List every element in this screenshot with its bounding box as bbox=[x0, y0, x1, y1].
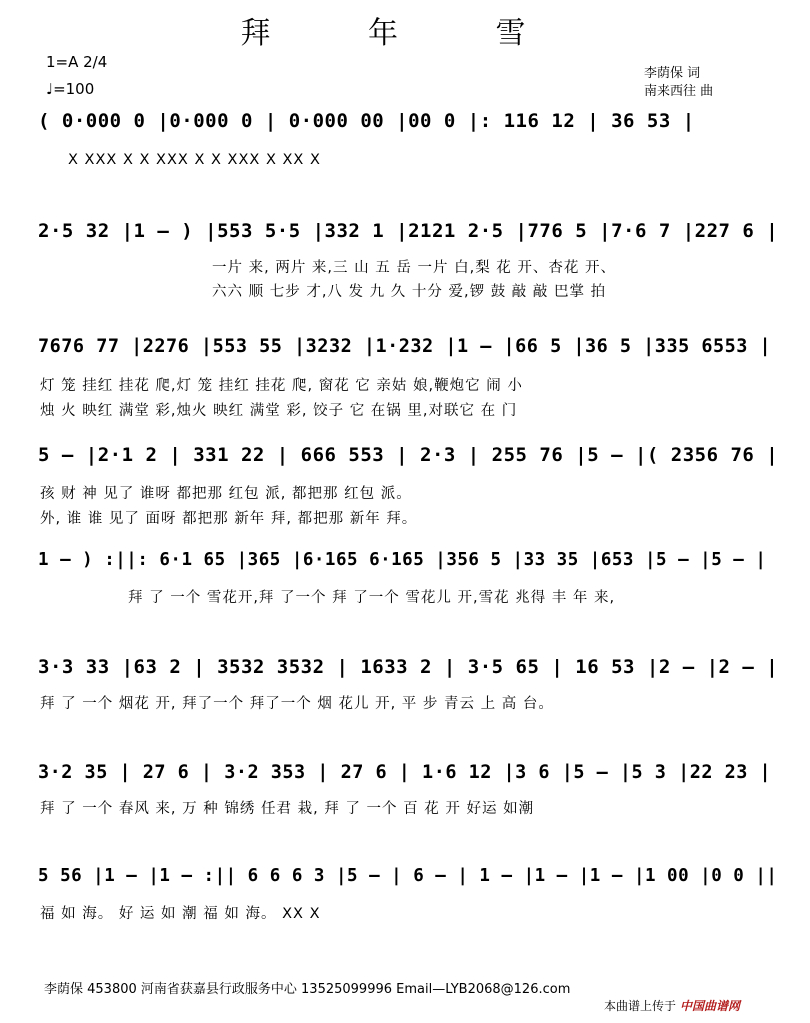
lyric-line: 一片 来, 两片 来,三 山 五 岳 一片 白,梨 花 开、杏花 开、 bbox=[212, 260, 617, 276]
lyric-line: 灯 笼 挂红 挂花 爬,灯 笼 挂红 挂花 爬, 窗花 它 亲姑 娘,鞭炮它 闹 小 bbox=[40, 378, 523, 394]
tempo-marking: ♩=100 bbox=[46, 80, 95, 98]
lyric-line: 拜 了 一个 烟花 开, 拜了一个 拜了一个 烟 花儿 开, 平 步 青云 上 高 台。 bbox=[40, 696, 554, 712]
notation-line: ( 0·000 0 |0·000 0 | 0·000 00 |00 0 |: 116 12 | 36 53 | bbox=[38, 110, 695, 132]
lyric-line: 拜 了 一个 春风 来, 万 种 锦绣 任君 栽, 拜 了 一个 百 花 开 好运 如潮 bbox=[40, 801, 535, 817]
notation-line: 7676 77 |2276 |553 55 |3232 |1·232 |1 – |66 5 |36 5 |335 6553 | bbox=[38, 336, 772, 357]
source-label: 本曲谱上传于 bbox=[604, 999, 677, 1013]
lyricist-credit: 李荫保 词 bbox=[644, 66, 701, 81]
lyric-line: 烛 火 映红 满堂 彩,烛火 映红 满堂 彩, 饺子 它 在锅 里,对联它 在 门 bbox=[40, 403, 518, 419]
source-credit bbox=[604, 997, 740, 1014]
key-signature: 1=A 2/4 bbox=[46, 53, 108, 71]
notation-line: 2·5 32 |1 – ) |553 5·5 |332 1 |2121 2·5 |776 5 |7·6 7 |227 6 | bbox=[38, 220, 779, 242]
lyric-line: 福 如 海。 好 运 如 潮 福 如 海。 XX X bbox=[40, 906, 321, 922]
lyric-line: 拜 了 一个 雪花开,拜 了一个 拜 了一个 雪花儿 开,雪花 兆得 丰 年 来, bbox=[128, 590, 616, 606]
lyric-line: X XXX X X XXX X X XXX X XX X bbox=[68, 152, 321, 168]
notation-line: 3·2 35 | 27 6 | 3·2 353 | 27 6 | 1·6 12 |3 6 |5 – |5 3 |22 23 | bbox=[38, 762, 772, 783]
notation-line: 1 – ) :||: 6·1 65 |365 |6·165 6·165 |356 5 |33 35 |653 |5 – |5 – | bbox=[38, 550, 767, 570]
contact-footer: 李荫保 453800 河南省获嘉县行政服务中心 13525099996 Email—LYB2068@126.com bbox=[44, 982, 571, 997]
lyric-line: 六六 顺 七步 才,八 发 九 久 十分 爱,锣 鼓 敲 敲 巴掌 拍 bbox=[212, 284, 607, 300]
notation-line: 5 – |2·1 2 | 331 22 | 666 553 | 2·3 | 255 76 |5 – |( 2356 76 | bbox=[38, 444, 779, 466]
lyric-line: 孩 财 神 见了 谁呀 都把那 红包 派, 都把那 红包 派。 bbox=[40, 486, 412, 502]
notation-line: 3·3 33 |63 2 | 3532 3532 | 1633 2 | 3·5 65 | 16 53 |2 – |2 – | bbox=[38, 656, 779, 678]
song-title: 拜 年 雪 bbox=[240, 16, 570, 51]
notation-line: 5 56 |1 – |1 – :|| 6 6 6 3 |5 – | 6 – | 1 – |1 – |1 – |1 00 |0 0 || bbox=[38, 866, 778, 886]
lyric-line: 外, 谁 谁 见了 面呀 都把那 新年 拜, 都把那 新年 拜。 bbox=[40, 511, 418, 527]
composer-credit: 南来西往 曲 bbox=[644, 84, 714, 99]
site-logo[interactable]: 中国曲谱网 bbox=[680, 999, 741, 1013]
